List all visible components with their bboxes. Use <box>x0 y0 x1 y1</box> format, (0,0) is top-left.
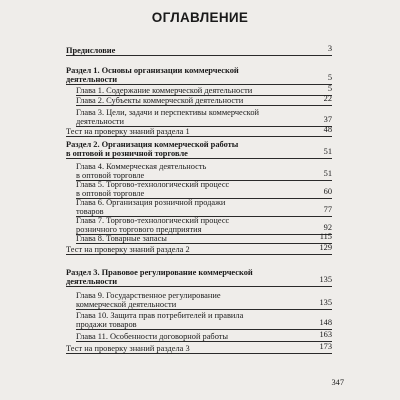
toc-entry-title-line: Глава 10. Защита прав потребителей и правила <box>76 311 244 320</box>
toc-page-number: 135 <box>319 275 332 285</box>
toc-entry-title-line: Раздел 3. Правовое регулирование коммерческой <box>66 268 253 277</box>
toc-chapter-entry <box>66 216 332 235</box>
toc-test-entry <box>66 127 332 136</box>
toc-chapter-entry <box>66 291 332 310</box>
toc-page-number: 173 <box>319 342 332 351</box>
page-number: 347 <box>331 378 344 387</box>
toc-section-entry <box>66 46 332 55</box>
toc-page-number: 135 <box>319 298 332 308</box>
toc-chapter-entry <box>66 180 332 199</box>
toc-entry-title-line: товаров <box>76 207 104 217</box>
toc-entry-title-line: Глава 8. Товарные запасы <box>76 234 167 243</box>
toc-entry-title-line: в оптовой торговле <box>76 189 145 199</box>
toc-entry-title-line: Раздел 1. Основы организации коммерческой <box>66 66 239 75</box>
leader-line <box>66 136 332 137</box>
toc-entry-title <box>66 180 332 199</box>
toc-entry-title <box>66 66 332 85</box>
toc-entry-title-line: Глава 2. Субъекты коммерческой деятельности <box>76 96 244 105</box>
toc-test-entry <box>66 344 332 353</box>
toc-test-entry <box>66 245 332 254</box>
toc-entry-title-line: Тест на проверку знаний раздела 1 <box>66 127 190 136</box>
leader-line <box>66 158 332 159</box>
toc-entry-title-line: Глава 7. Торгово-технологический процесс <box>76 216 230 225</box>
toc-page-number: 5 <box>327 84 332 93</box>
toc-page-number: 115 <box>319 232 332 241</box>
toc-entry-title-line: деятельности <box>76 117 124 127</box>
toc-chapter-entry <box>66 234 332 243</box>
toc-entry-title-line: Тест на проверку знаний раздела 3 <box>66 344 190 353</box>
toc-entry-title-line: Глава 3. Цели, задачи и перспективы коммерческой <box>76 108 259 117</box>
toc-entry-title-line: Глава 1. Содержание коммерческой деятельности <box>76 86 253 95</box>
toc-entry-title-line: продажи товаров <box>76 320 137 330</box>
toc-entry-title <box>66 291 332 310</box>
toc-page-number: 51 <box>323 169 332 179</box>
toc-chapter-entry <box>66 86 332 95</box>
toc-page-number: 48 <box>323 125 332 134</box>
page-title: ОГЛАВЛЕНИЕ <box>151 10 249 25</box>
toc-page-number: 5 <box>327 73 332 83</box>
toc-entry-title-line: в оптовой торговле <box>76 171 145 181</box>
toc-entry-title <box>66 216 332 235</box>
toc-entry-title-line: деятельности <box>66 75 118 85</box>
toc-entry-title-line: Глава 9. Государственное регулирование <box>76 291 221 300</box>
toc-page-number: 22 <box>323 94 332 103</box>
toc-entry-title-line: розничного торгового предприятия <box>76 225 202 235</box>
toc-chapter-entry <box>66 332 332 341</box>
toc-chapter-entry <box>66 162 332 181</box>
toc-chapter-entry <box>66 108 332 127</box>
leader-line <box>66 55 332 56</box>
toc-entry-title-line: Глава 5. Торгово-технологический процесс <box>76 180 230 189</box>
toc-entry-title-line: деятельности <box>66 277 118 287</box>
toc-entry-title-line: в оптовой и розничной торговле <box>66 149 188 159</box>
leader-line <box>76 341 332 342</box>
toc-entry-title-line: Глава 4. Коммерческая деятельность <box>76 162 207 171</box>
leader-line <box>76 105 332 106</box>
toc-page-number: 37 <box>323 115 332 125</box>
toc-page-number: 3 <box>327 44 332 53</box>
toc-entry-title-line: Глава 11. Особенности договорной работы <box>76 332 229 341</box>
leader-line <box>76 243 332 244</box>
leader-line <box>66 353 332 354</box>
toc-entry-title-line: Тест на проверку знаний раздела 2 <box>66 245 190 254</box>
toc-entry-title-line: Раздел 2. Организация коммерческой работы <box>66 140 239 149</box>
toc-section-entry <box>66 140 332 159</box>
toc-section-entry <box>66 268 332 287</box>
toc-page-number: 60 <box>323 187 332 197</box>
toc-chapter-entry <box>66 311 332 330</box>
toc-entry-title-line: Предисловие <box>66 46 116 55</box>
toc-entry-title-line: Глава 6. Организация розничной продажи <box>76 198 226 207</box>
toc-page-number: 163 <box>319 330 332 339</box>
toc-entry-title <box>66 311 332 330</box>
leader-line <box>66 254 332 255</box>
toc-page-number: 148 <box>319 318 332 328</box>
toc-entry-title <box>66 268 332 287</box>
leader-line <box>66 286 332 287</box>
toc-page-number: 129 <box>319 243 332 252</box>
toc-chapter-entry <box>66 198 332 217</box>
toc-page-number: 77 <box>323 205 332 215</box>
toc-section-entry <box>66 66 332 85</box>
toc-chapter-entry <box>66 96 332 105</box>
toc-entry-title <box>66 140 332 159</box>
toc-entry-title <box>66 162 332 181</box>
toc-page-number: 51 <box>323 147 332 157</box>
leader-line <box>76 329 332 330</box>
toc-entry-title <box>66 198 332 217</box>
toc-page-number: 92 <box>323 223 332 233</box>
toc-entry-title <box>66 108 332 127</box>
toc-entry-title-line: коммерческой деятельности <box>76 300 177 310</box>
